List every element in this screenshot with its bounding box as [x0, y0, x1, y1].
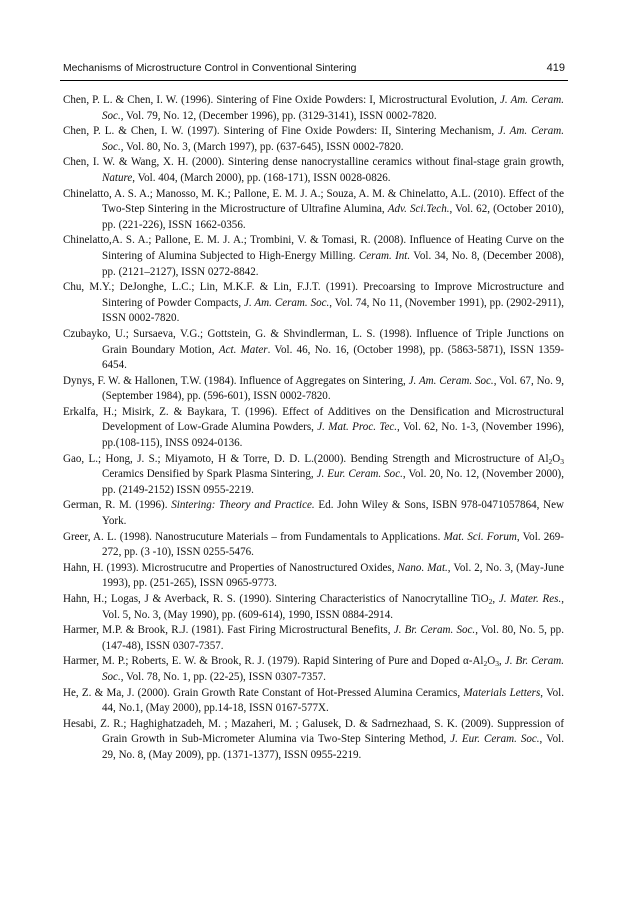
reference-entry [63, 124, 564, 155]
journal-title: J. Am. Ceram. Soc. [102, 125, 564, 153]
reference-text: . Vol. 46, No. 16, (October 1998), pp. (5863-5871), ISSN 1359-6454. [102, 343, 564, 372]
reference-entry [63, 374, 564, 405]
reference-text: Gao, L.; Hong, J. S.; Miyamoto, H & Torre, D. D. L.(2000). Bending Strength and Microstructure of Al [63, 452, 549, 465]
reference-entry [63, 187, 564, 234]
journal-title: J. Eur. Ceram. Soc. [450, 733, 540, 746]
journal-title: Adv. Sci.Tech. [387, 203, 450, 216]
reference-entry [63, 561, 564, 592]
reference-entry [63, 498, 564, 529]
reference-text: Czubayko, U.; Sursaeva, V.G.; Gottstein, G. & Shvindlerman, L. S. (1998). Influence of Triple Junctions on Grain Boundary Motion, [63, 327, 564, 356]
journal-title: Nano. Mat. [397, 561, 448, 574]
journal-title: Ceram. Int. [358, 249, 411, 262]
subscript: 2 [488, 597, 493, 606]
reference-text: Ed. John Wiley & Sons, ISBN 978-0471057864, New York. [102, 499, 564, 528]
journal-title: Sintering: Theory and Practice. [171, 499, 315, 512]
subscript: 3 [560, 456, 564, 466]
reference-text: , Vol. 2, No. 3, (May-June 1993), pp. (251-265), ISSN 0965-9773. [102, 561, 564, 590]
reference-entry [63, 654, 564, 685]
reference-text: , Vol. 67, No. 9, (September 1984), pp. (596-601), ISSN 0002-7820. [102, 374, 564, 403]
reference-text: German, R. M. (1996). [63, 499, 172, 512]
reference-text: Vol. 34, No. 8, (December 2008), pp. (2121–2127), ISSN 0272-8842. [102, 249, 565, 278]
reference-text: , Vol. 80, No. 3, (March 1997), pp. (637-645), ISSN 0002-7820. [120, 140, 404, 153]
reference-text: , Vol. 44, No.1, (May 2000), pp.14-18, ISSN 0167-577X. [102, 686, 565, 715]
running-title: Mechanisms of Microstructure Control in Conventional Sintering [63, 63, 357, 74]
reference-text: Chen, P. L. & Chen, I. W. (1997). Sintering of Fine Oxide Powders: II, Sintering Mechanism, [63, 125, 499, 138]
page-number: 419 [546, 62, 565, 74]
reference-text: Ceramics Densified by Spark Plasma Sintering, [102, 468, 317, 481]
reference-text: , Vol. 29, No. 8, (May 2009), pp. (1371-1377), ISSN 0955-2219. [102, 733, 565, 761]
journal-title: Nature [102, 171, 133, 184]
reference-entry [63, 280, 564, 327]
reference-entry [63, 93, 564, 124]
journal-title: J. Mat. Proc. Tec. [317, 421, 398, 434]
journal-title: J. Br. Ceram. Soc. [102, 655, 564, 683]
reference-text: , Vol. 78, No. 1, pp. (22-25), ISSN 0307-7357. [120, 670, 326, 683]
reference-text: , Vol. 20, No. 12, (November 2000), pp. (2149-2152) ISSN 0955-2219. [102, 468, 564, 496]
journal-title: J. Am. Ceram. Soc. [244, 296, 330, 309]
reference-text: Hahn, H.; Logas, J & Averback, R. S. (1990). Sintering Characteristics of Nanocrytalline TiO [63, 593, 489, 605]
reference-text: , Vol. 5, No. 3, (May 1990), pp. (609-614), 1990, ISSN 0884-2914. [102, 593, 564, 621]
reference-text: , [498, 655, 505, 668]
reference-text: , Vol. 269-272, pp. (3 -10), ISSN 0255-5476. [102, 530, 564, 559]
reference-text: Chen, I. W. & Wang, X. H. (2000). Sintering dense nanocrystalline ceramics without final-stage grain growth, [63, 156, 564, 169]
reference-entry [63, 327, 564, 374]
subscript: 3 [495, 659, 499, 669]
reference-entry [63, 452, 564, 499]
reference-text: , [492, 593, 499, 605]
journal-title: Materials Letters [463, 686, 541, 699]
journal-title: J. Am. Ceram. Soc. [102, 94, 564, 122]
reference-text: Chen, P. L. & Chen, I. W. (1996). Sintering of Fine Oxide Powders: I, Microstructural Evolution, [63, 94, 501, 106]
reference-text: Chinelatto, A. S. A.; Manosso, M. K.; Pallone, E. M. J. A.; Souza, A. M. & Chinelatto, A.L. (2010). Effect of the Two-Step Sintering in the Microstructure of Ultrafine Alumina, [63, 187, 564, 216]
reference-text: , Vol. 79, No. 12, (December 1996), pp. (3129-3141), ISSN 0002-7820. [120, 109, 437, 122]
journal-title: Act. Mater [218, 343, 268, 356]
reference-text: , Vol. 62, (October 2010), pp. (221-226), ISSN 1662-0356. [102, 203, 564, 231]
reference-text: Dynys, F. W. & Hallonen, T.W. (1984). Influence of Aggregates on Sintering, [63, 374, 409, 387]
reference-text: Hesabi, Z. R.; Haghighatzadeh, M. ; Mazaheri, M. ; Galusek, D. & Sadrnezhaad, S. K. (2009). Suppression of Grain Growth in Sub-Micrometer Alumina via Two-Step Sintering Method, [63, 717, 564, 746]
reference-text: Erkalfa, H.; Misirk, Z. & Baykara, T. (1996). Effect of Additives on the Densification and Microstructural Development of Low-Grade Alumina Powders, [63, 405, 564, 434]
reference-text: Chu, M.Y.; DeJonghe, L.C.; Lin, M.K.F. & Lin, F.J.T. (1991). Precoarsing to Improve Microstructure and Sintering of Powder Compacts, [63, 281, 564, 309]
reference-entry [63, 155, 564, 186]
reference-entry [63, 530, 564, 561]
journal-title: J. Mater. Res. [498, 593, 562, 605]
reference-text: O [552, 452, 561, 465]
reference-text: , Vol. 74, No 11, (November 1991), pp. (2902-2911), ISSN 0002-7820. [102, 296, 564, 325]
journal-title: J. Br. Ceram. Soc. [393, 624, 476, 637]
journal-title: Mat. Sci. Forum [443, 530, 517, 543]
reference-entry [63, 233, 564, 280]
reference-entry [63, 405, 564, 452]
subscript: 2 [483, 659, 488, 669]
reference-entry [63, 686, 564, 717]
reference-entry [63, 717, 564, 764]
reference-entry [63, 623, 564, 654]
reference-text: Harmer, M. P.; Roberts, E. W. & Brook, R. J. (1979). Rapid Sintering of Pure and Doped α-Al [63, 655, 484, 668]
reference-entry [63, 592, 564, 623]
reference-text: Chinelatto,A. S. A.; Pallone, E. M. J. A.; Trombini, V. & Tomasi, R. (2008). Influence of Heating Curve on the Sintering of Alumina Subjected to High-Energy Milling. [63, 234, 564, 262]
reference-list [63, 93, 564, 764]
reference-text: Harmer, M.P. & Brook, R.J. (1981). Fast Firing Microstructural Benefits, [63, 624, 394, 637]
subscript: 2 [548, 456, 553, 466]
reference-text: O [487, 655, 496, 668]
reference-text: , Vol. 62, No. 1-3, (November 1996), pp.(108-115), INSS 0924-0136. [102, 421, 565, 450]
journal-title: J. Eur. Ceram. Soc. [316, 468, 403, 481]
reference-text: He, Z. & Ma, J. (2000). Grain Growth Rate Constant of Hot-Pressed Alumina Ceramics, [63, 686, 464, 699]
reference-text: Greer, A. L. (1998). Nanostrucuture Materials – from Fundamentals to Applications. [63, 530, 444, 543]
running-header [60, 60, 568, 81]
journal-title: J. Am. Ceram. Soc. [408, 374, 494, 387]
reference-text: Hahn, H. (1993). Microstrucutre and Properties of Nanostructured Oxides, [63, 561, 398, 574]
reference-text: , Vol. 80, No. 5, pp. (147-48), ISSN 0307-7357. [102, 624, 564, 652]
reference-text: , Vol. 404, (March 2000), pp. (168-171), ISSN 0028-0826. [132, 171, 391, 184]
